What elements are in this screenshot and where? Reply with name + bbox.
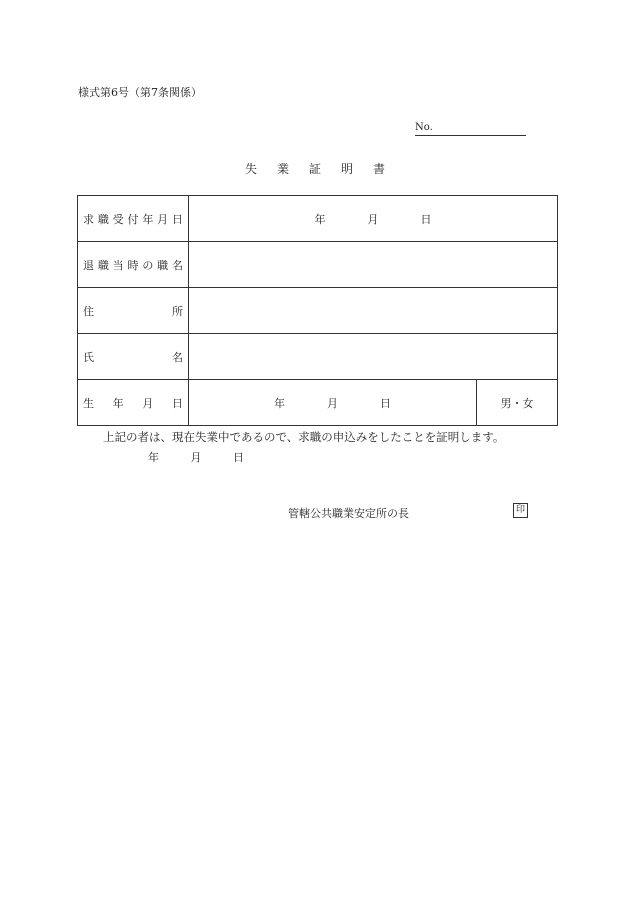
birth-date-field[interactable] bbox=[189, 380, 477, 426]
label-char: 時 bbox=[127, 258, 139, 272]
row-address bbox=[78, 288, 558, 334]
gender-field[interactable]: 男・女 bbox=[477, 380, 558, 426]
label-char: 求 bbox=[83, 212, 94, 226]
day-unit: 日 bbox=[233, 451, 244, 464]
label-char: 退 bbox=[83, 258, 94, 272]
day-unit: 日 bbox=[380, 396, 391, 410]
row-job-application-date bbox=[78, 196, 558, 242]
month-unit: 月 bbox=[190, 451, 202, 464]
label-char: 職 bbox=[97, 258, 109, 272]
label-address bbox=[78, 288, 189, 334]
label-char: 月 bbox=[142, 396, 154, 410]
seal-stamp: 印 bbox=[513, 503, 528, 518]
label-char: 職 bbox=[97, 212, 109, 226]
label-char: 年 bbox=[142, 212, 154, 226]
label-job-application-date bbox=[78, 196, 189, 242]
label-birth-date bbox=[78, 380, 189, 426]
label-char: 受 bbox=[112, 212, 124, 226]
label-char: 年 bbox=[112, 396, 124, 410]
number-label: No. bbox=[415, 122, 433, 133]
month-unit: 月 bbox=[327, 396, 338, 410]
label-char: 氏 bbox=[83, 350, 94, 364]
form-number-label: 様式第6号（第7条関係） bbox=[78, 86, 202, 99]
job-application-date-field[interactable] bbox=[189, 196, 558, 242]
label-char: 職 bbox=[157, 258, 169, 272]
statement-date-field[interactable] bbox=[148, 449, 272, 465]
label-char: 付 bbox=[127, 212, 139, 226]
label-char: 住 bbox=[83, 304, 94, 318]
issuer-title: 管轄公共職業安定所の長 bbox=[288, 507, 409, 520]
label-char: 名 bbox=[172, 350, 183, 364]
label-char: 所 bbox=[172, 304, 183, 318]
year-unit: 年 bbox=[274, 396, 285, 410]
label-char: 月 bbox=[157, 212, 169, 226]
certificate-table bbox=[77, 195, 558, 426]
row-birth-date bbox=[78, 380, 558, 426]
row-occupation-at-retirement bbox=[78, 242, 558, 288]
occupation-field[interactable] bbox=[189, 242, 558, 288]
label-char: 名 bbox=[171, 258, 183, 272]
label-char: 日 bbox=[171, 396, 183, 410]
label-char: の bbox=[142, 258, 154, 272]
name-field[interactable] bbox=[189, 334, 558, 380]
label-char: 当 bbox=[112, 258, 124, 272]
page-title: 失業証明書 bbox=[244, 162, 405, 176]
year-unit: 年 bbox=[148, 451, 159, 464]
day-unit: 日 bbox=[420, 212, 432, 226]
year-unit: 年 bbox=[314, 212, 326, 226]
label-occupation-at-retirement bbox=[78, 242, 189, 288]
document-number-field[interactable] bbox=[415, 121, 526, 136]
label-char: 生 bbox=[83, 396, 94, 410]
label-name bbox=[78, 334, 189, 380]
row-name bbox=[78, 334, 558, 380]
address-field[interactable] bbox=[189, 288, 558, 334]
month-unit: 月 bbox=[367, 212, 379, 226]
certification-statement: 上記の者は、現在失業中であるので、求職の申込みをしたことを証明します。 bbox=[103, 430, 505, 444]
label-char: 日 bbox=[171, 212, 183, 226]
